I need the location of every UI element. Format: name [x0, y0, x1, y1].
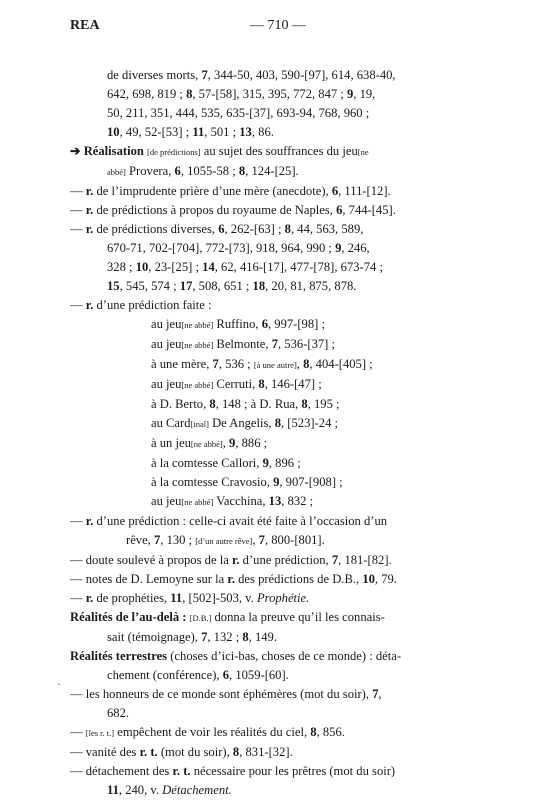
index-line [70, 258, 490, 277]
line-segment: de diverses morts, [107, 68, 202, 82]
line-segment: , 896 ; [268, 456, 301, 470]
line-segment: , 508, 651 ; [192, 279, 253, 293]
line-segment: des prédictions de D.B., [234, 572, 363, 586]
line-segment: , 23-[25] ; [148, 260, 203, 274]
line-segment: 8 [238, 164, 246, 178]
line-segment: , 111-[12]. [338, 184, 391, 198]
line-segment: donna la preuve qu’il les connais- [211, 610, 385, 624]
index-line [70, 142, 490, 162]
line-segment: r. [85, 514, 94, 528]
line-segment: nécessaire pour les prêtres (mot du soir) [190, 764, 396, 778]
line-segment: à la comtesse Cravosio, [151, 475, 274, 489]
line-segment: 15 [107, 279, 120, 293]
line-segment: , 404-[405] ; [309, 357, 373, 371]
line-segment: 6 [331, 184, 339, 198]
index-line [70, 647, 490, 666]
line-segment: 642, 698, 819 ; [107, 87, 187, 101]
line-segment: ➔ Réalisation [70, 144, 148, 158]
line-segment: , [222, 436, 230, 450]
line-segment: , 124-[25]. [245, 164, 299, 178]
line-segment: , [378, 687, 382, 701]
line-segment: , 832 ; [281, 494, 314, 508]
index-line [70, 315, 490, 335]
line-segment: 9 [262, 456, 269, 470]
line-segment: [de prédictions] [147, 147, 201, 157]
line-segment: 7 [372, 687, 379, 701]
line-segment: 8 [258, 377, 265, 391]
line-segment: , 181-[82]. [338, 553, 392, 567]
index-line [70, 704, 490, 723]
index-line [70, 473, 490, 492]
line-segment: abbé] [107, 167, 126, 177]
line-segment: — vanité des [70, 745, 140, 759]
page-header [70, 18, 490, 38]
line-segment: 6 [218, 222, 225, 236]
line-segment: à un jeu [151, 436, 191, 450]
line-segment: au jeu [151, 494, 182, 508]
line-segment: — [70, 591, 86, 605]
line-segment: 328 ; [107, 260, 136, 274]
line-segment: r. t. [172, 764, 191, 778]
line-segment: 7 [201, 68, 208, 82]
line-segment: — détachement des [70, 764, 173, 778]
line-segment: 670-71, 702-[704], 772-[73], 918, 964, 990 ; [107, 241, 336, 255]
line-segment: , 545, 574 ; [119, 279, 180, 293]
page-number: — 710 — [250, 18, 306, 33]
index-line [70, 277, 490, 296]
line-segment: , 856. [316, 725, 345, 739]
line-segment: 8 [310, 725, 317, 739]
index-line [70, 239, 490, 258]
line-segment: — [70, 222, 86, 236]
line-segment: [ne abbé] [190, 439, 223, 449]
line-segment: de l’imprudente prière d’une mère (anecdote), [93, 184, 332, 198]
line-segment: , 79. [374, 572, 397, 586]
line-segment: 11 [107, 783, 119, 797]
line-segment: 13 [268, 494, 282, 508]
index-line [70, 685, 490, 704]
line-segment: d’une prédiction : celle-ci avait été faite à l’occasion d’un [93, 514, 388, 528]
line-segment: , 62, 416-[17], 477-[78], 673-74 ; [214, 260, 383, 274]
line-segment: de prédictions à propos du royaume de Naples, [93, 203, 337, 217]
index-line [70, 454, 490, 473]
line-segment: au jeu [151, 317, 182, 331]
line-segment: au jeu [151, 377, 182, 391]
index-line [70, 608, 490, 628]
line-segment: , 262-[63] ; [224, 222, 285, 236]
line-segment: Prophétie. [256, 591, 310, 605]
line-segment: , 149. [248, 630, 277, 644]
index-line [70, 66, 490, 85]
line-segment: [ne abbé] [181, 340, 214, 350]
line-segment: 8 [301, 397, 308, 411]
line-segment: , [502]-503, v. [182, 591, 257, 605]
line-segment: , [252, 533, 259, 547]
line-segment: , 20, 81, 875, 878. [265, 279, 357, 293]
line-segment: , 57-[58], 315, 395, 772, 847 ; [192, 87, 347, 101]
line-segment: de prédictions diverses, [93, 222, 219, 236]
line-segment: Vacchina, [213, 494, 269, 508]
line-segment: 11 [192, 125, 205, 139]
line-segment: — [70, 514, 86, 528]
line-segment: 8 [303, 357, 310, 371]
line-segment: — notes de D. Lemoyne sur la [70, 572, 228, 586]
line-segment: 9 [346, 87, 354, 101]
line-segment: [à une autre] [253, 360, 297, 370]
index-entries [70, 66, 490, 800]
index-line [70, 220, 490, 239]
line-segment: [D.B.] [189, 613, 212, 623]
index-line [70, 743, 490, 762]
line-segment: [ne abbé] [181, 380, 214, 390]
margin-dot: · [57, 677, 61, 691]
line-segment: à une mère, [151, 357, 213, 371]
index-line [70, 182, 490, 201]
line-segment: r. [227, 572, 235, 586]
line-segment: 18 [252, 279, 266, 293]
line-segment: r. [85, 184, 94, 198]
line-segment: , 886 ; [235, 436, 268, 450]
line-segment: au jeu [151, 337, 182, 351]
line-segment: 9 [273, 475, 280, 489]
line-segment: 11 [170, 591, 183, 605]
index-line [70, 512, 490, 531]
line-segment: 7 [271, 337, 278, 351]
line-segment: , 997-[98] ; [267, 317, 325, 331]
line-segment: , 246, [341, 241, 370, 255]
line-segment: 7 [153, 533, 161, 547]
line-segment: r. t. [139, 745, 158, 759]
line-segment: sait (témoignage), [107, 630, 202, 644]
line-segment: 7 [331, 553, 339, 567]
line-segment: , 1055-58 ; [180, 164, 239, 178]
line-segment: 9 [335, 241, 342, 255]
index-line [70, 375, 490, 395]
line-segment: r. [85, 298, 94, 312]
line-segment: 6 [222, 668, 230, 682]
index-line [70, 434, 490, 454]
running-head: REA [70, 18, 100, 33]
line-segment: , 1059-[60]. [229, 668, 289, 682]
line-segment: Réalités de l’au-delà : [70, 610, 190, 624]
index-line [70, 123, 490, 142]
line-segment: — doute soulevé à propos de la [70, 553, 232, 567]
index-line [70, 414, 490, 434]
line-segment: , 744-[45]. [342, 203, 396, 217]
line-segment: 13 [239, 125, 252, 139]
line-segment: [ne abbé] [181, 497, 214, 507]
line-segment: 6 [336, 203, 343, 217]
line-segment: 17 [179, 279, 193, 293]
line-segment: , [296, 357, 304, 371]
line-segment: , 19, [353, 87, 376, 101]
line-segment: , 501 ; [204, 125, 240, 139]
index-line [70, 296, 490, 315]
line-segment: 10 [107, 125, 120, 139]
line-segment: , [523]-24 ; [281, 416, 339, 430]
line-segment: 9 [229, 436, 236, 450]
line-segment: — [70, 725, 86, 739]
line-segment: — [70, 298, 86, 312]
line-segment: de prophéties, [93, 591, 171, 605]
line-segment: 6 [261, 317, 268, 331]
index-line [70, 628, 490, 647]
line-segment: 10 [362, 572, 375, 586]
line-segment: (choses d’ici-bas, choses de ce monde) : déta- [167, 649, 402, 663]
line-segment: [d’un autre rêve] [195, 536, 253, 546]
line-segment: , 195 ; [307, 397, 340, 411]
line-segment: , 831-[32]. [239, 745, 293, 759]
line-segment: d’une prédiction faite : [93, 298, 212, 312]
line-segment: (mot du soir), [157, 745, 233, 759]
line-segment: 8 [209, 397, 216, 411]
line-segment: , 49, 52-[53] ; [119, 125, 193, 139]
line-segment: , 130 ; [160, 533, 196, 547]
index-line [70, 551, 490, 570]
line-segment: , 907-[908] ; [279, 475, 343, 489]
index-line [70, 723, 490, 743]
line-segment: — [70, 203, 86, 217]
line-segment: 7 [212, 357, 219, 371]
line-segment: 8 [284, 222, 291, 236]
line-segment: , 148 ; à D. Rua, [215, 397, 302, 411]
index-line [70, 531, 490, 551]
index-line [70, 570, 490, 589]
line-segment: 8 [232, 745, 240, 759]
line-segment: r. [231, 553, 240, 567]
line-segment: rêve, [126, 533, 154, 547]
line-segment: [les r. t.] [85, 728, 115, 738]
line-segment: Détachement. [162, 783, 232, 797]
line-segment: , 240, v. [118, 783, 163, 797]
line-segment: Cerruti, [213, 377, 259, 391]
line-segment: à la comtesse Callori, [151, 456, 263, 470]
line-segment: [inal] [190, 419, 209, 429]
line-segment: 7 [201, 630, 208, 644]
line-segment: 10 [135, 260, 149, 274]
line-segment: , 344-50, 403, 590-[97], 614, 638-40, [207, 68, 396, 82]
line-segment: Belmonte, [213, 337, 272, 351]
line-segment: au sujet des souffrances du jeu [200, 144, 358, 158]
line-segment: , 536 ; [218, 357, 254, 371]
line-segment: r. [85, 203, 94, 217]
index-line [70, 492, 490, 512]
line-segment: au Card [151, 416, 191, 430]
line-segment: — les honneurs de ce monde sont éphémères (mot du soir), [70, 687, 373, 701]
line-segment: , 146-[47] ; [264, 377, 322, 391]
line-segment: — [70, 184, 86, 198]
line-segment: à D. Berto, [151, 397, 210, 411]
line-segment: r. [85, 591, 94, 605]
index-line [70, 395, 490, 414]
line-segment: empêchent de voir les réalités du ciel, [114, 725, 311, 739]
line-segment: r. [85, 222, 94, 236]
index-line [70, 85, 490, 104]
line-segment: Provera, [125, 164, 175, 178]
line-segment: 8 [186, 87, 193, 101]
line-segment: d’une prédiction, [239, 553, 332, 567]
line-segment: chement (conférence), [107, 668, 223, 682]
line-segment: , 800-[801]. [264, 533, 325, 547]
index-line [70, 104, 490, 123]
line-segment: Réalités terrestres [70, 649, 168, 663]
index-line [70, 589, 490, 608]
line-segment: Ruffino, [213, 317, 262, 331]
line-segment: 8 [274, 416, 281, 430]
line-segment: De Angelis, [208, 416, 275, 430]
index-line [70, 162, 490, 182]
line-segment: , 132 ; [207, 630, 243, 644]
index-line [70, 762, 490, 781]
line-segment: , 536-[37] ; [278, 337, 336, 351]
index-line [70, 335, 490, 355]
line-segment: 50, 211, 351, 444, 535, 635-[37], 693-94, 768, 960 ; [107, 106, 370, 120]
line-segment: [ne abbé] [181, 320, 214, 330]
line-segment: 8 [242, 630, 249, 644]
index-line [70, 355, 490, 375]
line-segment: 682. [107, 706, 130, 720]
line-segment: , 86. [251, 125, 274, 139]
line-segment: [ne [357, 147, 369, 157]
line-segment: 6 [174, 164, 181, 178]
index-line [70, 201, 490, 220]
line-segment: 14 [202, 260, 215, 274]
line-segment: 7 [258, 533, 265, 547]
index-line [70, 666, 490, 685]
line-segment: , 44, 563, 589, [290, 222, 364, 236]
